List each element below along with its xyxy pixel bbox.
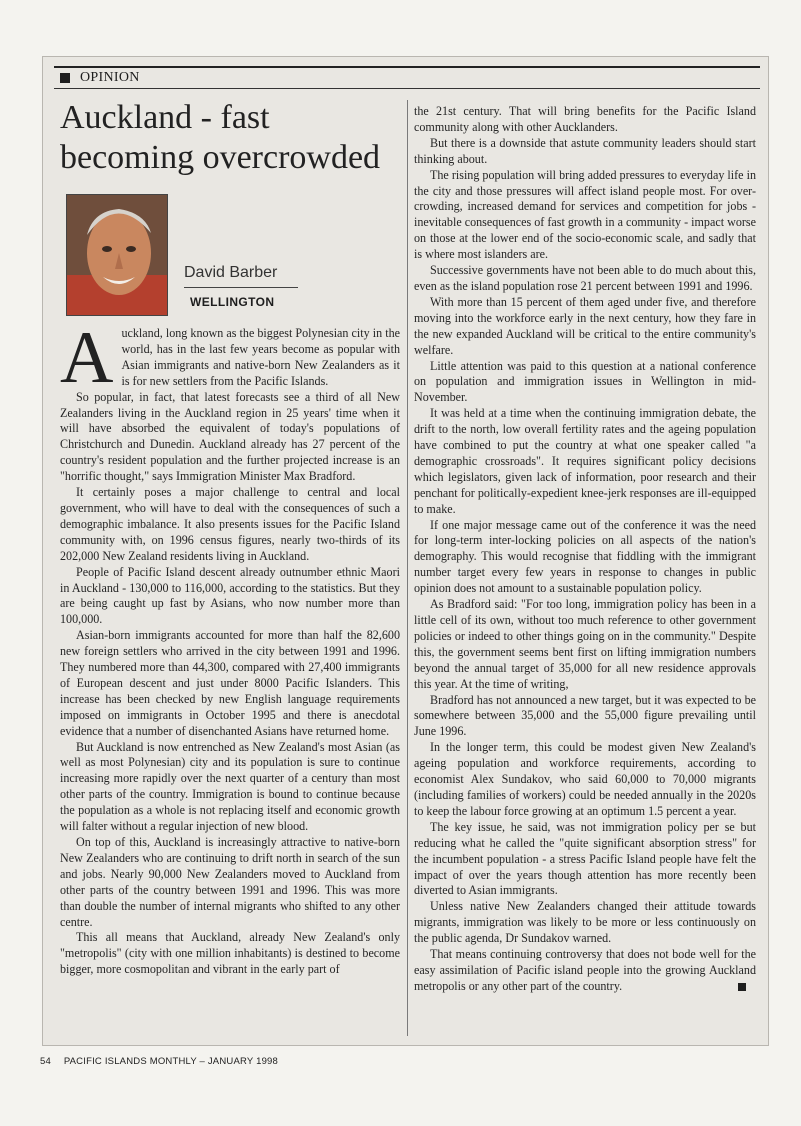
page-number: 54 bbox=[40, 1056, 51, 1067]
paragraph: In the longer term, this could be modest given New Zealand's ageing population and workforce requirements, according to economist Alex Sundakov, who said 60,000 to 70,000 migrants (including families of workers) could be needed annually in the 2020s to keep the labour force growing at an optimum 1.5 percent a year. bbox=[414, 740, 756, 818]
paragraph bbox=[414, 947, 756, 995]
paragraph: People of Pacific Island descent already outnumber ethnic Maori in Auckland - 130,000 to 116,000, according to the statistics. But they are being caught up fast by Asians, who now number more than 100,000. bbox=[60, 564, 400, 627]
left-column bbox=[60, 317, 400, 978]
paragraph: the 21st century. That will bring benefits for the Pacific Island community along with other Aucklanders. bbox=[414, 104, 756, 134]
author-name: David Barber bbox=[184, 264, 278, 281]
paragraph: With more than 15 percent of them aged under five, and therefore moving into the workforce early in the next century, how they fare in the new expanded Auckland will be critical to the entire community's welfare. bbox=[414, 294, 756, 357]
drop-cap: A bbox=[60, 317, 114, 399]
paragraph bbox=[60, 317, 400, 399]
paragraph: But there is a downside that astute community leaders should start thinking about. bbox=[414, 135, 756, 166]
publication-line: PACIFIC ISLANDS MONTHLY – JANUARY 1998 bbox=[63, 1056, 279, 1067]
paragraph: Unless native New Zealanders changed their attitude towards migrants, immigration was likely to be more or less continuously on the public agenda, Dr Sundakov warned. bbox=[414, 899, 756, 946]
paragraph: It certainly poses a major challenge to central and local government, who will have to deal with the consequences of such a demographic imbalance. It also presents issues for the Pacific Island community with, on 1996 census figures, nearly two-thirds of its 202,000 New Zealand residents living in Auckland. bbox=[60, 485, 400, 563]
paragraph: The rising population will bring added pressures to everyday life in the city and those pressures will affect island people most. For over-crowding, increased demand for services and competition for jobs - inevitable consequences of fast growth in a community - impact worse on those at the lower end of the socio-economic scale, and sadly that is where most islanders are. bbox=[414, 167, 756, 262]
paragraph: Bradford has not announced a new target, but it was expected to be somewhere between 35,000 and the 55,000 figure prevailing until June 1996. bbox=[414, 692, 756, 739]
column-divider bbox=[407, 100, 408, 1036]
paragraph: Little attention was paid to this question at a national conference on population and immigration issues in Wellington in mid-November. bbox=[414, 358, 756, 405]
section-rule bbox=[54, 88, 760, 89]
paragraph: The key issue, he said, was not immigration policy per se but reducing what he called the "quite significant absorption stress" for the incumbent population - a stress Pacific Island people have felt the impact of over the years though attention has more recently been diverted to Asian immigrants. bbox=[414, 819, 756, 898]
author-location: WELLINGTON bbox=[190, 295, 275, 309]
paragraph: It was held at a time when the continuing immigration debate, the drift to the north, low overall fertility rates and the ageing population have combined to put the country at what one speaker called "a demographic crossroads". It requires significant policy decisions which legislators, given lack of information, poor research and their penchant for politically-expedient knee-jerk responses are ill-equipped to make. bbox=[414, 406, 756, 516]
paragraph: This all means that Auckland, already New Zealand's only "metropolis" (city with one million inhabitants) is destined to become bigger, more cosmopolitan and vibrant in the early part of bbox=[60, 930, 400, 977]
section-square-icon bbox=[60, 73, 70, 83]
paragraph: On top of this, Auckland is increasingly attractive to native-born New Zealanders who are continuing to drift north in search of the sun and jobs. Nearly 90,000 New Zealanders moved to Auckland from other parts of the country between 1991 and 1996. This was more than double the number of internal migrants who shifted to any other centre. bbox=[60, 835, 400, 929]
section-label: OPINION bbox=[80, 70, 140, 85]
headline: Auckland - fast becoming overcrowded bbox=[60, 99, 381, 176]
end-mark-icon bbox=[738, 983, 746, 991]
author-portrait-icon bbox=[67, 195, 167, 315]
paragraph: Asian-born immigrants accounted for more than half the 82,600 new foreign settlers who arrived in the city between 1991 and 1996. They numbered more than 44,300, compared with 27,400 immigrants of European descent and just under 8000 Pacific Islanders. This increase has been checked by new English language requirements imposed on immigrants in October 1995 and there is anecdotal evidence that a number of disenchanted Asians have returned home. bbox=[60, 628, 400, 738]
paragraph: So popular, in fact, that latest forecasts see a third of all New Zealanders living in the Auckland region in 25 years' time when it will have absorbed the equivalent of today's populations of Christchurch and Dunedin. Auckland already has 27 percent of the country's resident population and the further projected increase is an "horrific thought," says Immigration Minister Max Bradford. bbox=[60, 389, 400, 484]
paragraph: As Bradford said: "For too long, immigration policy has been in a little cell of its own, without too much reference to other government policies or indeed to other things going on in the community." Despite this, the government seems bent first on lifting immigration numbers beyond the annual target of 35,000 for all new residence approvals this year. At the time of writing, bbox=[414, 597, 756, 691]
page-footer bbox=[40, 1056, 288, 1067]
paragraph-text: That means continuing controversy that does not bode well for the easy assimilation of Pacific island people into the growing Auckland metropolis or any other part of the country. bbox=[414, 947, 756, 993]
paragraph-text: uckland, long known as the biggest Polynesian city in the world, has in the last few years become as popular with Asian immigrants and native-born New Zealanders as it is for new settlers from the Pacific Islands. bbox=[121, 326, 400, 388]
paragraph: If one major message came out of the conference it was the need for long-term inter-locking policies on all aspects of the nation's demography. This would recognise that fiddling with the immigrant number target every few years in response to changes in public opinion does not amount to a sustainable population policy. bbox=[414, 517, 756, 596]
author-photo bbox=[66, 194, 168, 316]
right-column bbox=[414, 104, 756, 995]
section-header bbox=[60, 70, 140, 86]
author-rule bbox=[184, 287, 298, 288]
paragraph: Successive governments have not been able to do much about this, even as the island population rose 21 percent between 1991 and 1996. bbox=[414, 263, 756, 293]
top-rule bbox=[54, 66, 760, 68]
paragraph: But Auckland is now entrenched as New Zealand's most Asian (as well as most Polynesian) city and its population is sure to continue increasing more rapidly over the next quarter of a century than most other parts of the country. Immigration is bound to continue because the population as a whole is not replacing itself and economic growth will falter without a regular injection of new blood. bbox=[60, 739, 400, 834]
